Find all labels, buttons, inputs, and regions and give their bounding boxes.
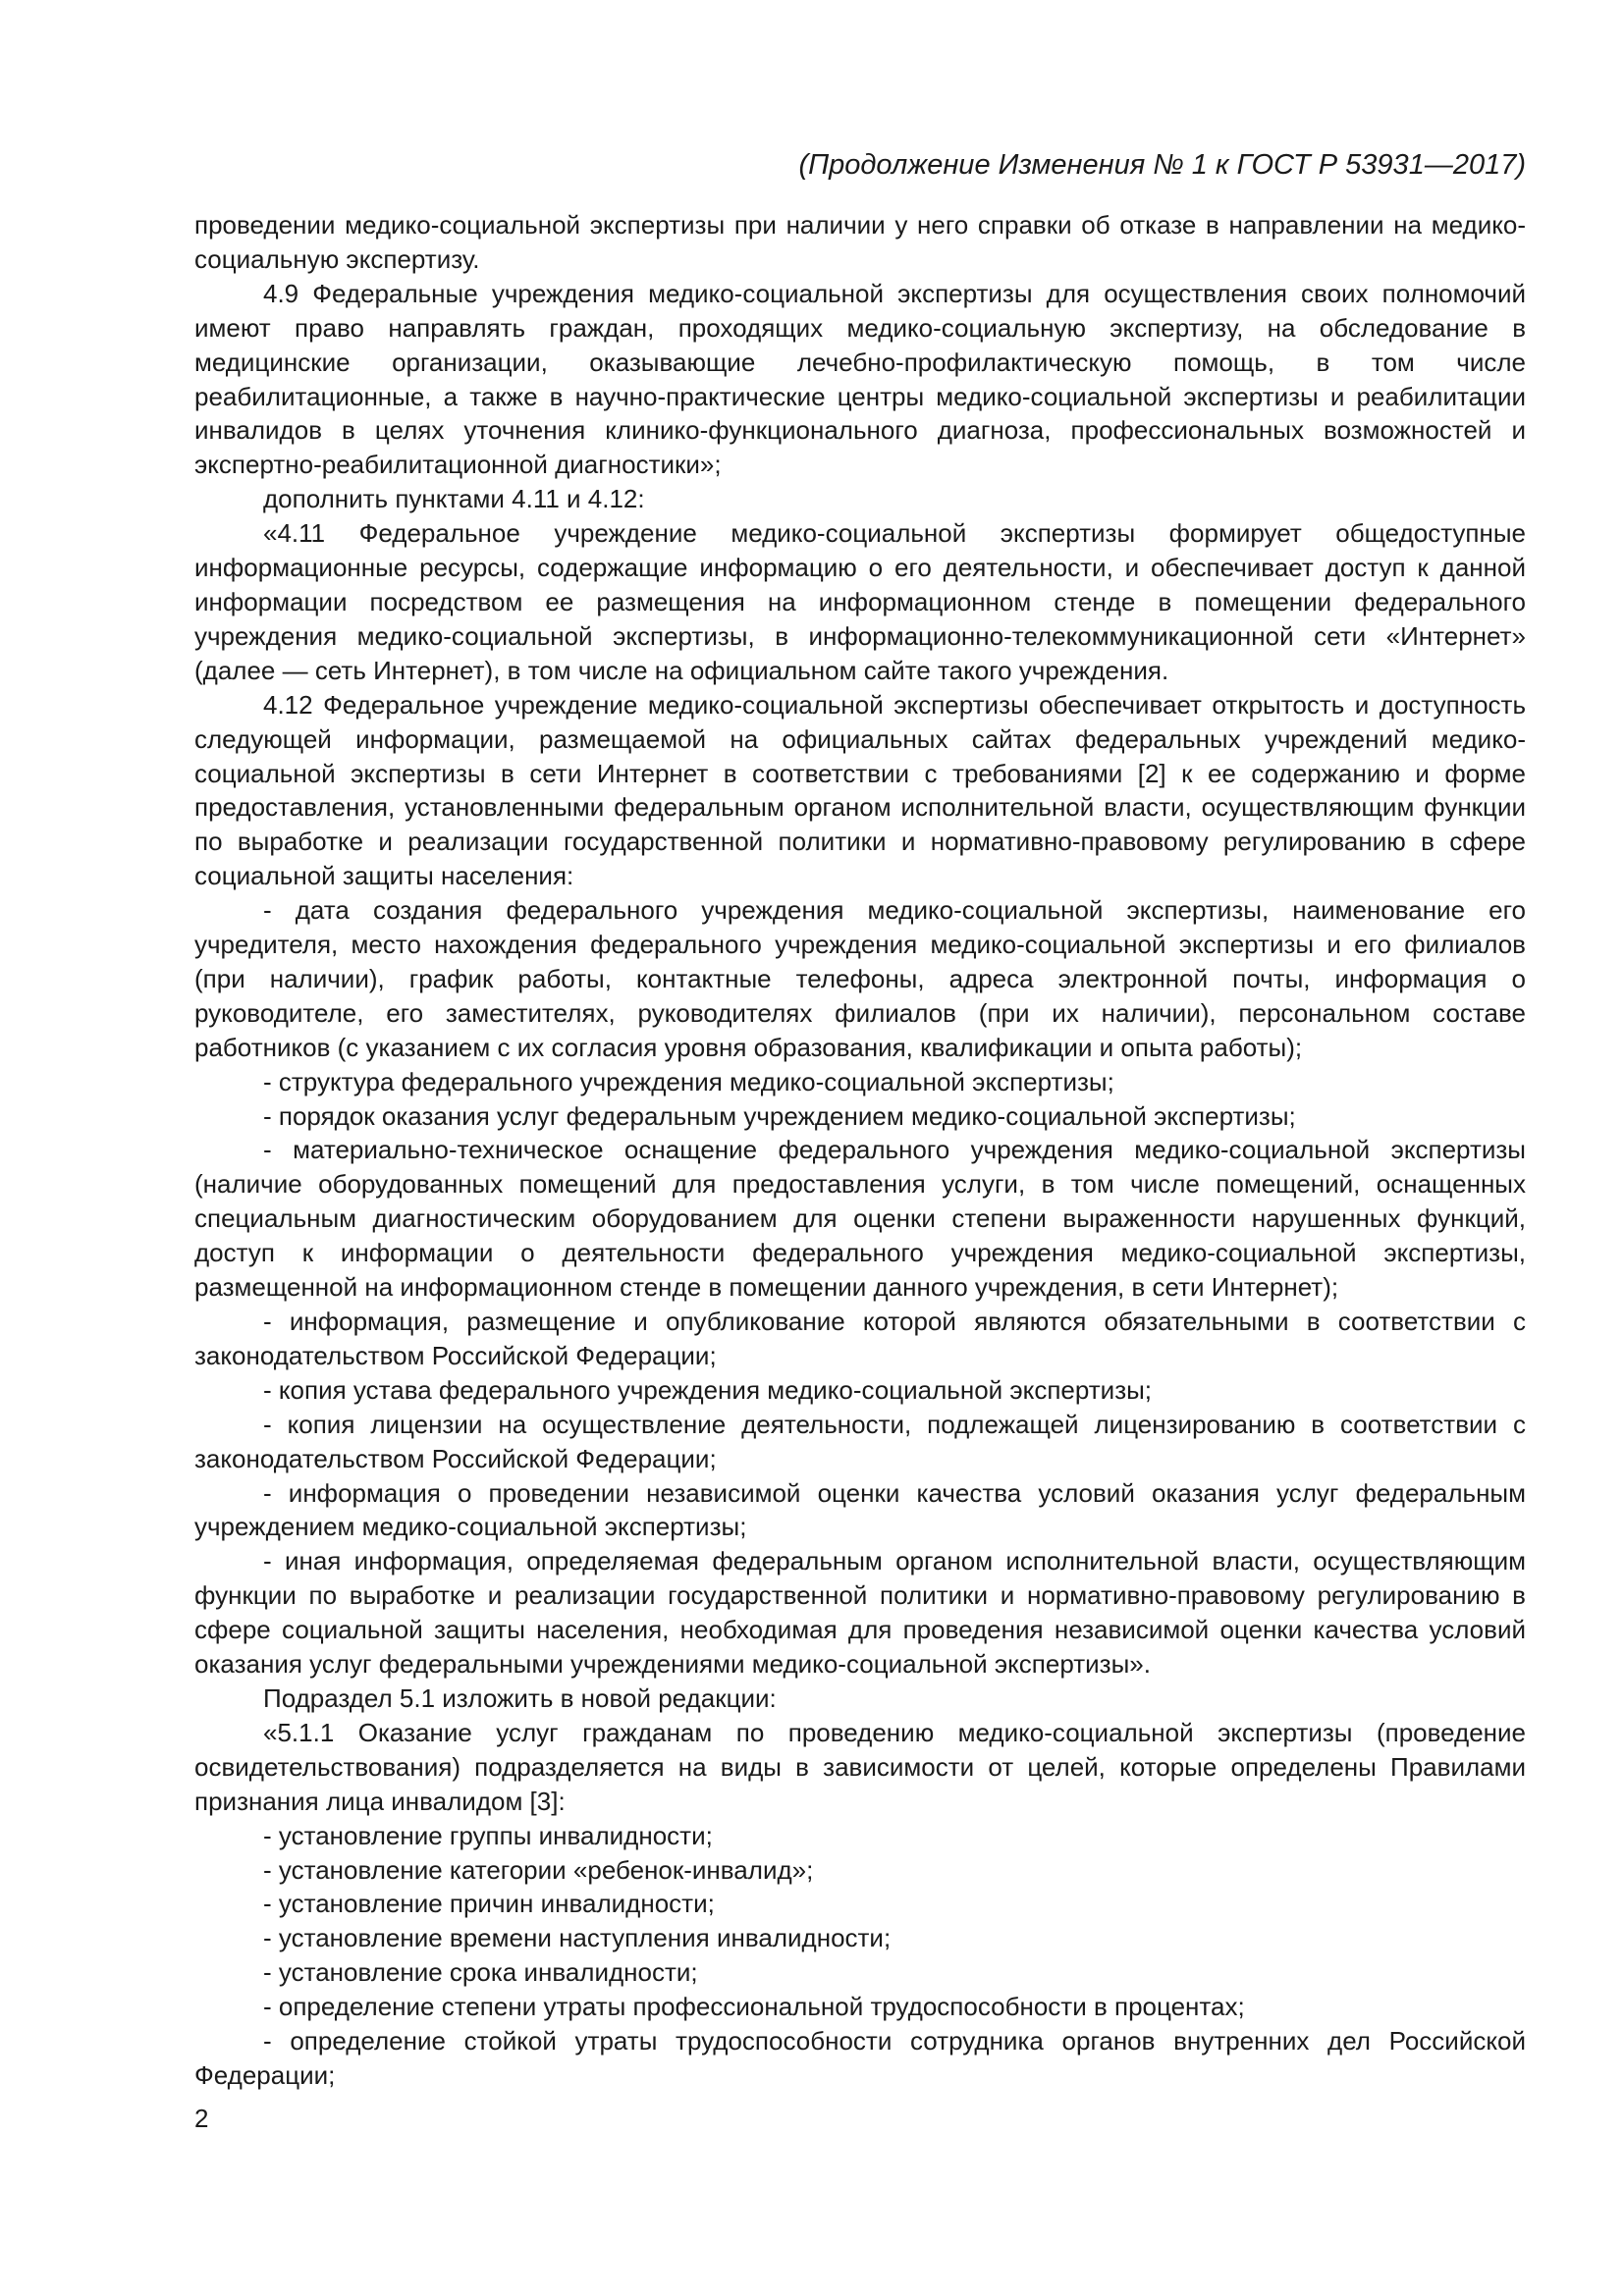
paragraph: «5.1.1 Оказание услуг гражданам по проведению медико-социальной экспертизы (проведение освидетельствования) подразделяется на виды в зависимости от целей, которые определены Правилами признания лица инвалидом [3]: [194, 1717, 1526, 1816]
paragraph: - установление группы инвалидности; [263, 1820, 713, 1850]
paragraph: 4.12 Федеральное учреждение медико-социальной экспертизы обеспечивает открытость и доступность следующей информации, размещаемой на официальных сайтах федеральных учреждений медико-социальной экспертизы в сети Интернет в соответствии с требованиями [2] к ее содержанию и форме предоставления, установленными федеральным органом исполнительной власти, осуществляющим функции по выработке и реализации государственной политики и нормативно-правовому регулированию в сфере социальной защиты населения: [194, 689, 1526, 891]
paragraph: - порядок оказания услуг федеральным учреждением медико-социальной экспертизы; [263, 1100, 1296, 1131]
paragraph: «4.11 Федеральное учреждение медико-социальной экспертизы формирует общедоступные информационные ресурсы, содержащие информацию о его деятельности, и обеспечивает доступ к данной информации посредством ее размещения на информационном стенде в помещении федерального учреждения медико-социальной экспертизы, в информационно-телекоммуникационной сети «Интернет» (далее — сеть Интернет), в том числе на официальном сайте такого учреждения. [194, 518, 1526, 685]
paragraph: - информация, размещение и опубликование которой являются обязательными в соответствии с законодательством Российской Федерации; [194, 1307, 1526, 1370]
page-number: 2 [194, 2104, 209, 2133]
paragraph: - структура федерального учреждения медико-социальной экспертизы; [263, 1066, 1114, 1096]
paragraph: - материально-техническое оснащение федерального учреждения медико-социальной экспертизы (наличие оборудованных помещений для предоставления услуги, в том числе помещений, оснащенных специальным диагностическим оборудованием для оценки степени выраженности нарушенных функций, доступ к информации о деятельности федерального учреждения медико-социальной экспертизы, размещенной на информационном стенде в помещении данного учреждения, в сети Интернет); [194, 1135, 1526, 1303]
paragraph: - определение степени утраты профессиональной трудоспособности в процентах; [263, 1992, 1245, 2022]
continuation-header: (Продолжение Изменения № 1 к ГОСТ Р 53931—2017) [798, 149, 1526, 181]
paragraph: - копия лицензии на осуществление деятельности, подлежащей лицензированию в соответствии с законодательством Российской Федерации; [194, 1409, 1526, 1473]
paragraph: 4.9 Федеральные учреждения медико-социальной экспертизы для осуществления своих полномочий имеют право направлять граждан, проходящих медико-социальную экспертизу, на обследование в медицинские организации, оказывающие лечебно-профилактическую помощь, в том числе реабилитационные, а также в научно-практические центры медико-социальной экспертизы и реабилитации инвалидов в целях уточнения клинико-функционального диагноза, профессиональных возможностей и экспертно-реабилитационной диагностики»; [194, 278, 1526, 480]
paragraph: - установление срока инвалидности; [263, 1957, 698, 1988]
paragraph: - определение стойкой утраты трудоспособности сотрудника органов внутренних дел Российской Федерации; [194, 2026, 1526, 2090]
paragraph: Подраздел 5.1 изложить в новой редакции: [263, 1682, 777, 1713]
paragraph: - установление времени наступления инвалидности; [263, 1923, 892, 1953]
paragraph: - установление причин инвалидности; [263, 1889, 715, 1919]
paragraph: - дата создания федерального учреждения медико-социальной экспертизы, наименование его учредителя, место нахождения федерального учреждения медико-социальной экспертизы и его филиалов (при наличии), график работы, контактные телефоны, адреса электронной почты, информация о руководителе, его заместителях, руководителях филиалов (при их наличии), персональном составе работников (с указанием с их согласия уровня образования, квалификации и опыта работы); [194, 895, 1526, 1062]
paragraph: - копия устава федерального учреждения медико-социальной экспертизы; [263, 1374, 1153, 1405]
paragraph: - установление категории «ребенок-инвалид»; [263, 1854, 814, 1885]
document-body [194, 208, 1526, 2093]
paragraph: дополнить пунктами 4.11 и 4.12: [263, 484, 645, 514]
paragraph: проведении медико-социальной экспертизы при наличии у него справки об отказе в направлении на медико-социальную экспертизу. [194, 210, 1526, 274]
paragraph: - иная информация, определяемая федеральным органом исполнительной власти, осуществляющим функции по выработке и реализации государственной политики и нормативно-правовому регулированию в сфере социальной защиты населения, необходимая для проведения независимой оценки качества условий оказания услуг федеральными учреждениями медико-социальной экспертизы». [194, 1546, 1526, 1680]
paragraph: - информация о проведении независимой оценки качества условий оказания услуг федеральным учреждением медико-социальной экспертизы; [194, 1477, 1526, 1542]
